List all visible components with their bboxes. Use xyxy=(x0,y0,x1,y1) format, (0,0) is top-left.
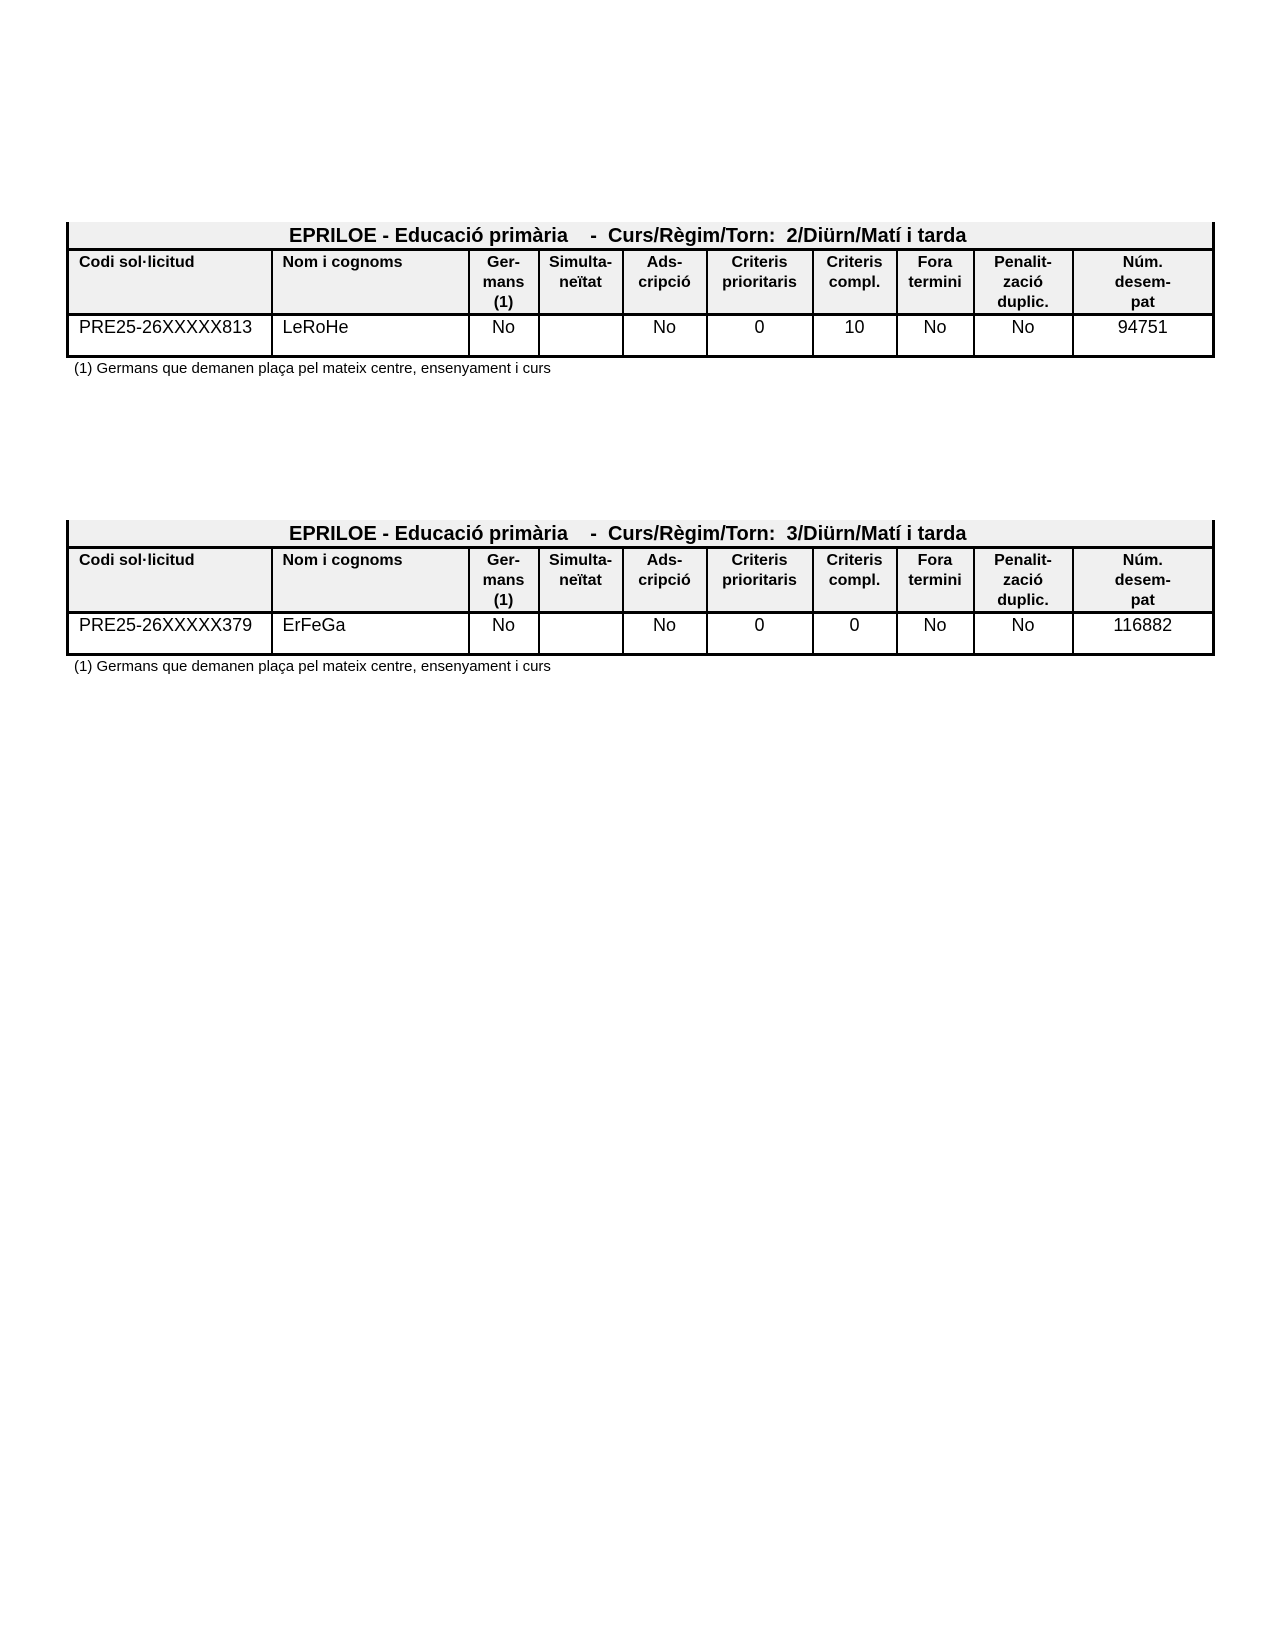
col-header-germans: Ger- mans (1) xyxy=(469,548,539,613)
col-header-num-desempat: Núm. desem- pat xyxy=(1073,548,1214,613)
cell-germans: No xyxy=(469,613,539,655)
cell-criteris-compl: 10 xyxy=(813,315,897,357)
cell-fora-termini: No xyxy=(897,613,974,655)
cell-simultaneitat xyxy=(539,613,623,655)
col-header-codi: Codi sol·licitud xyxy=(68,548,272,613)
col-header-penalitzacio: Penalit- zació duplic. xyxy=(974,548,1073,613)
cell-criteris-prioritaris: 0 xyxy=(707,315,813,357)
table-row xyxy=(68,315,1214,357)
table-title: EPRILOE - Educació primària - Curs/Règim/Torn: 3/Diürn/Matí i tarda xyxy=(68,520,1214,548)
table-title: EPRILOE - Educació primària - Curs/Règim/Torn: 2/Diürn/Matí i tarda xyxy=(68,222,1214,250)
cell-num-desempat: 116882 xyxy=(1073,613,1214,655)
col-header-simultaneitat: Simulta- neïtat xyxy=(539,250,623,315)
col-header-criteris-prioritaris: Criteris prioritaris xyxy=(707,548,813,613)
footnote: (1) Germans que demanen plaça pel mateix centre, ensenyament i curs xyxy=(74,360,551,377)
col-header-criteris-compl: Criteris compl. xyxy=(813,250,897,315)
col-header-fora-termini: Fora termini xyxy=(897,548,974,613)
col-header-adscripcio: Ads- cripció xyxy=(623,250,707,315)
footnote: (1) Germans que demanen plaça pel mateix centre, ensenyament i curs xyxy=(74,658,551,675)
cell-adscripcio: No xyxy=(623,613,707,655)
cell-simultaneitat xyxy=(539,315,623,357)
table-row xyxy=(68,613,1214,655)
cell-adscripcio: No xyxy=(623,315,707,357)
col-header-germans: Ger- mans (1) xyxy=(469,250,539,315)
col-header-simultaneitat: Simulta- neïtat xyxy=(539,548,623,613)
allocation-table xyxy=(66,222,1215,358)
header-row xyxy=(68,250,1214,315)
cell-penalitzacio: No xyxy=(974,315,1073,357)
col-header-fora-termini: Fora termini xyxy=(897,250,974,315)
cell-nom: ErFeGa xyxy=(272,613,469,655)
col-header-codi: Codi sol·licitud xyxy=(68,250,272,315)
cell-codi: PRE25-26XXXXX813 xyxy=(68,315,272,357)
cell-germans: No xyxy=(469,315,539,357)
cell-fora-termini: No xyxy=(897,315,974,357)
header-row xyxy=(68,548,1214,613)
allocation-table xyxy=(66,520,1215,656)
cell-num-desempat: 94751 xyxy=(1073,315,1214,357)
col-header-criteris-prioritaris: Criteris prioritaris xyxy=(707,250,813,315)
col-header-penalitzacio: Penalit- zació duplic. xyxy=(974,250,1073,315)
cell-nom: LeRoHe xyxy=(272,315,469,357)
col-header-criteris-compl: Criteris compl. xyxy=(813,548,897,613)
col-header-adscripcio: Ads- cripció xyxy=(623,548,707,613)
cell-codi: PRE25-26XXXXX379 xyxy=(68,613,272,655)
col-header-nom: Nom i cognoms xyxy=(272,250,469,315)
col-header-num-desempat: Núm. desem- pat xyxy=(1073,250,1214,315)
cell-criteris-compl: 0 xyxy=(813,613,897,655)
cell-criteris-prioritaris: 0 xyxy=(707,613,813,655)
allocation-table-block xyxy=(66,222,1212,377)
cell-penalitzacio: No xyxy=(974,613,1073,655)
allocation-table-block xyxy=(66,520,1212,675)
col-header-nom: Nom i cognoms xyxy=(272,548,469,613)
